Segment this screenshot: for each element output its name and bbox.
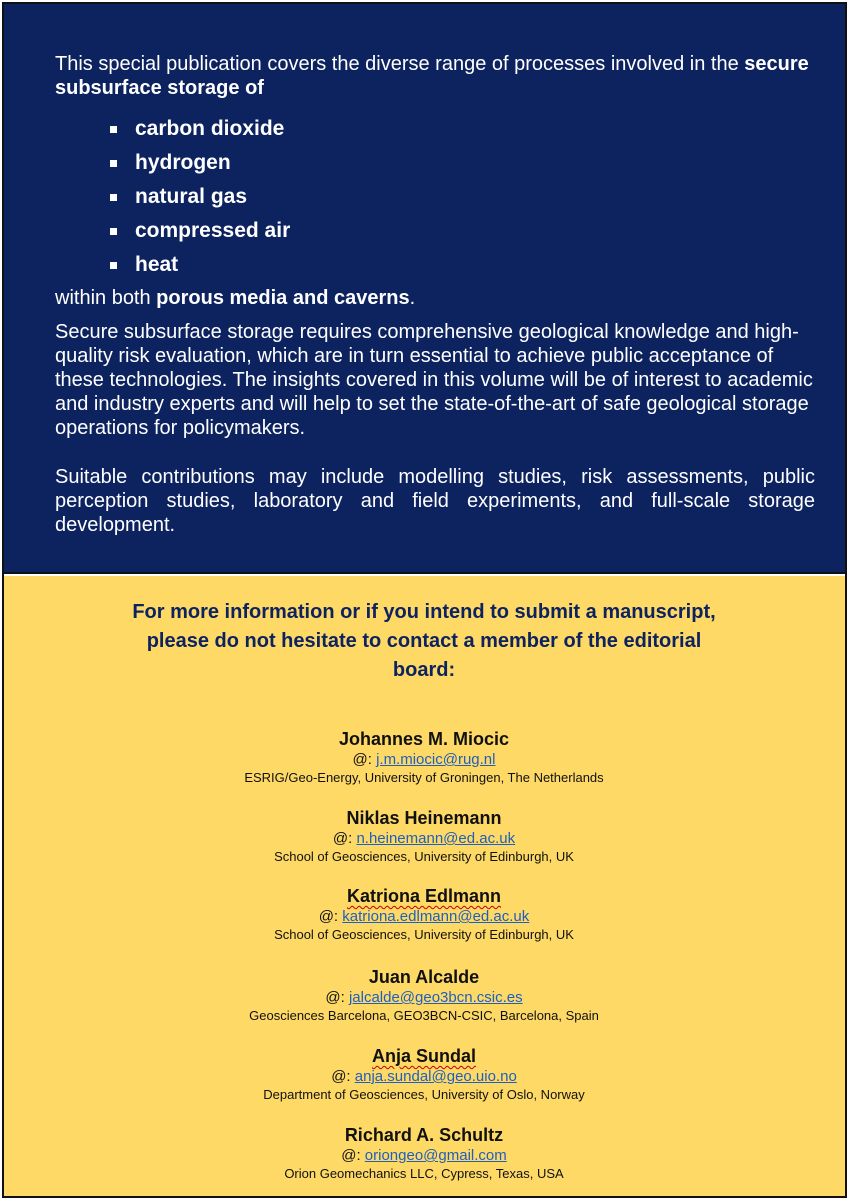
square-bullet-icon [110, 262, 117, 269]
member-affiliation: School of Geosciences, University of Edinburgh, UK [274, 849, 574, 864]
member-email-line: @: oriongeo@gmail.com [341, 1147, 507, 1164]
member-name: Niklas Heinemann [346, 808, 502, 828]
board-member [124, 1124, 724, 1182]
description-panel [4, 4, 845, 574]
member-email-line: @: n.heinemann@ed.ac.uk [332, 830, 516, 847]
square-bullet-icon [110, 228, 117, 235]
storage-type-list [110, 112, 290, 282]
member-affiliation: ESRIG/Geo-Energy, University of Groningen, The Netherlands [244, 770, 604, 785]
member-email-link[interactable]: anja.sundal@geo.uio.no [354, 1068, 517, 1085]
board-member [124, 966, 724, 1024]
intro-paragraph [55, 52, 815, 100]
member-name: Katriona Edlmann [346, 886, 502, 906]
list-item: hydrogen [110, 146, 290, 180]
intro-emphasis: secure subsurface storage of [55, 53, 809, 99]
member-affiliation: Department of Geosciences, University of Oslo, Norway [263, 1087, 585, 1102]
member-email-line: @: jalcalde@geo3bcn.csic.es [325, 989, 523, 1006]
member-name: Anja Sundal [371, 1046, 476, 1066]
member-email-link[interactable]: oriongeo@gmail.com [364, 1147, 507, 1164]
board-member [124, 885, 724, 943]
member-name: Johannes M. Miocic [338, 729, 510, 749]
square-bullet-icon [110, 194, 117, 201]
list-item: natural gas [110, 180, 290, 214]
contributions-paragraph: Suitable contributions may include modelling studies, risk assessments, public perception studies, laboratory and field experiments, and full-scale storage development. [55, 466, 815, 536]
list-item: carbon dioxide [110, 112, 290, 146]
intro-text: This special publication covers the diverse range of processes involved in the [55, 53, 745, 75]
member-email-link[interactable]: jalcalde@geo3bcn.csic.es [348, 989, 523, 1006]
member-email-line: @: katriona.edlmann@ed.ac.uk [318, 908, 530, 925]
board-member [124, 807, 724, 865]
contact-heading: For more information or if you intend to submit a manuscript, please do not hesitate to contact a member of the editorial board: [132, 601, 716, 681]
within-paragraph: within both porous media and caverns. [55, 287, 416, 309]
member-affiliation: Orion Geomechanics LLC, Cypress, Texas, USA [284, 1166, 564, 1181]
list-item: heat [110, 248, 290, 282]
storage-paragraph: Secure subsurface storage requires comprehensive geological knowledge and high-quality risk evaluation, which are in turn essential to achieve public acceptance of these technologies. The insights covered in this volume will be of interest to academic and industry experts and will help to set the state-of-the-art of safe geological storage operations for policymakers. [55, 321, 813, 439]
member-email-line: @: anja.sundal@geo.uio.no [331, 1068, 517, 1085]
within-emphasis: porous media and caverns [156, 287, 410, 309]
contact-panel [4, 576, 845, 1196]
member-email-line: @: j.m.miocic@rug.nl [352, 751, 496, 768]
square-bullet-icon [110, 126, 117, 133]
member-name: Richard A. Schultz [344, 1125, 504, 1145]
member-name: Juan Alcalde [368, 967, 480, 987]
board-member [124, 728, 724, 786]
board-member [124, 1045, 724, 1103]
member-email-link[interactable]: katriona.edlmann@ed.ac.uk [342, 908, 530, 925]
member-email-link[interactable]: n.heinemann@ed.ac.uk [356, 830, 516, 847]
list-item: compressed air [110, 214, 290, 248]
flyer-page [2, 2, 847, 1198]
member-affiliation: School of Geosciences, University of Edinburgh, UK [274, 927, 574, 942]
member-email-link[interactable]: j.m.miocic@rug.nl [376, 751, 496, 768]
square-bullet-icon [110, 160, 117, 167]
member-affiliation: Geosciences Barcelona, GEO3BCN-CSIC, Barcelona, Spain [249, 1008, 599, 1023]
